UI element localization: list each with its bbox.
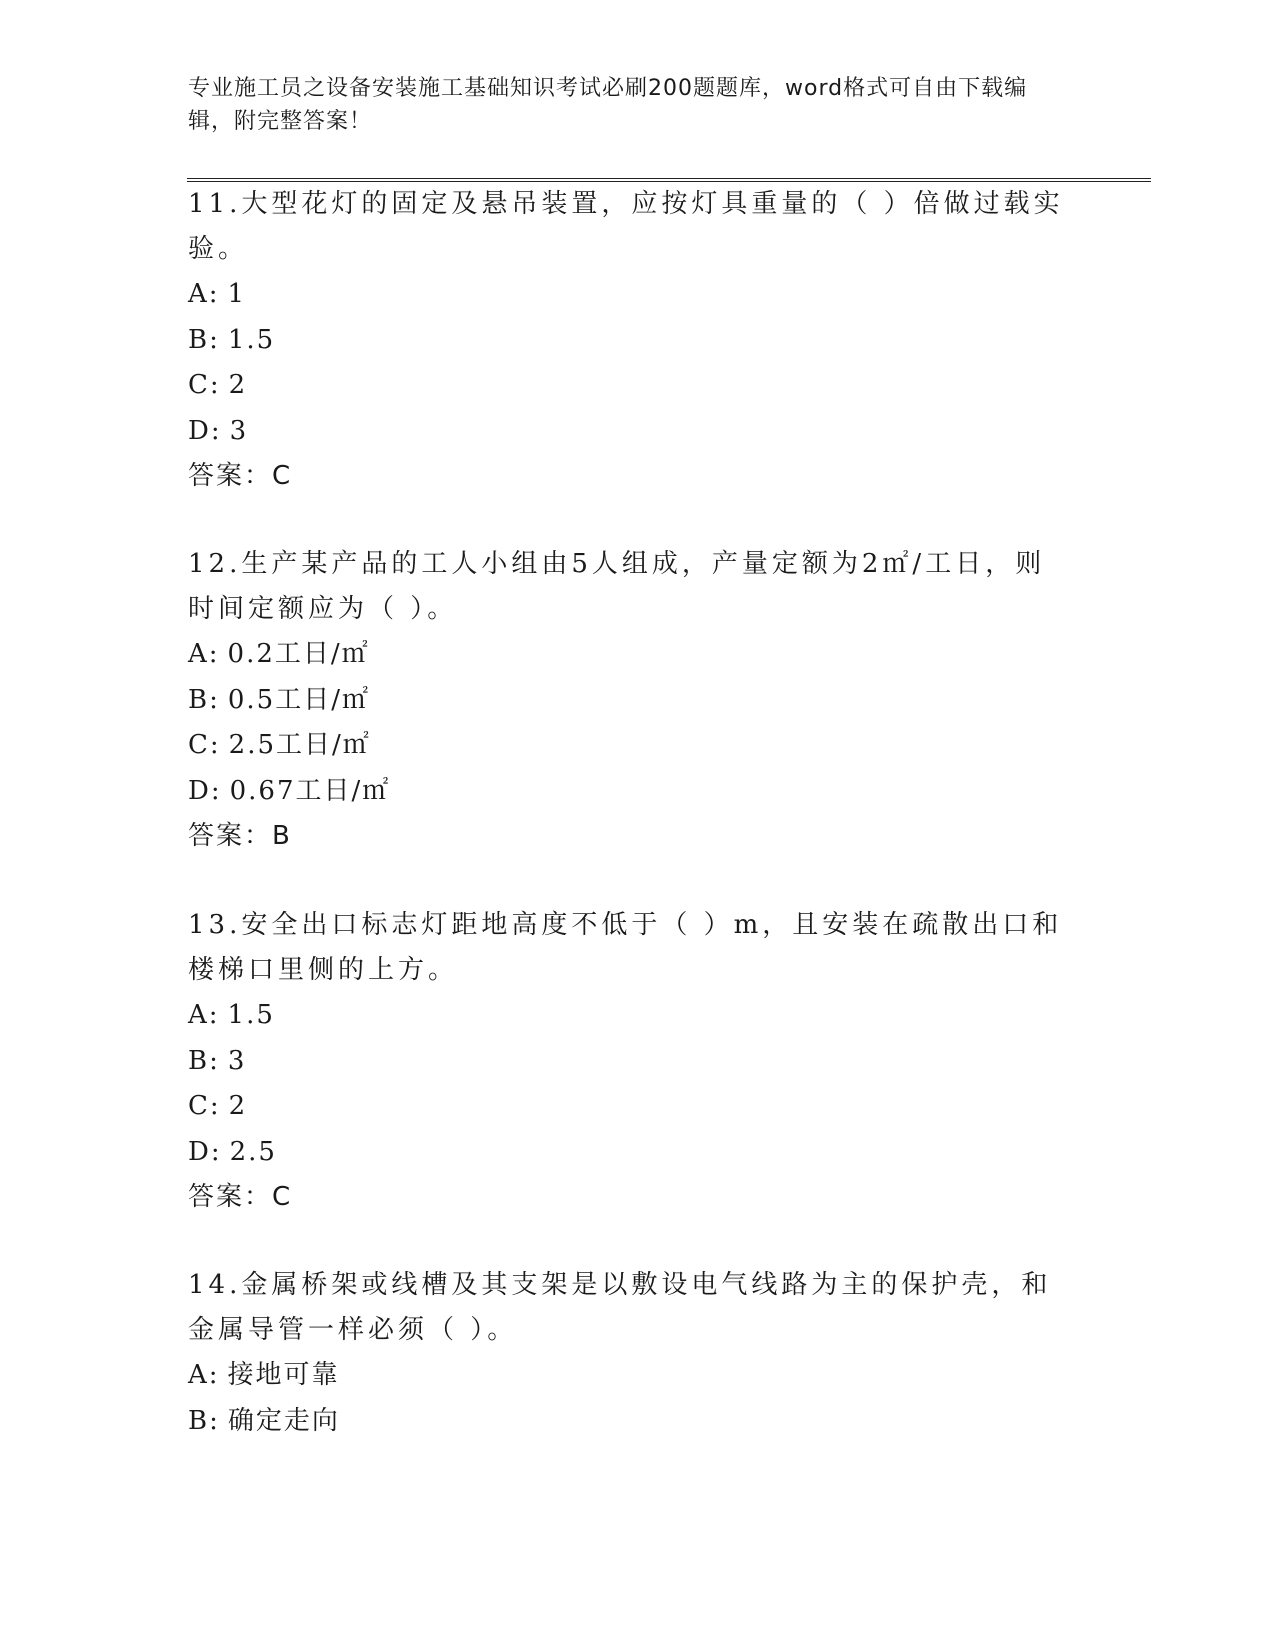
option-text: 0.67工日/㎡ (229, 775, 391, 806)
option-text: 接地可靠 (227, 1360, 340, 1390)
option-c (188, 363, 1068, 409)
option-d (188, 1130, 1068, 1176)
option-text: 2 (228, 370, 248, 400)
option-a (188, 272, 1068, 318)
option-key: A: (188, 1360, 220, 1390)
option-b (188, 1399, 1068, 1445)
option-d (188, 769, 1068, 815)
option-key: B: (188, 324, 220, 355)
question-stem: 11.大型花灯的固定及悬吊装置，应按灯具重量的（ ）倍做过载实验。 (188, 189, 1064, 264)
option-b (188, 1039, 1068, 1085)
option-text: 3 (227, 1045, 247, 1076)
option-b (188, 678, 1068, 724)
option-key: B: (188, 1045, 220, 1076)
option-b (188, 318, 1068, 364)
option-text: 0.2工日/㎡ (227, 639, 370, 669)
option-key: D: (188, 1136, 222, 1167)
option-text: 2 (228, 1091, 248, 1121)
option-d (188, 409, 1068, 455)
option-key: A: (188, 1000, 220, 1030)
question-13 (188, 903, 1068, 1219)
option-c (188, 1084, 1068, 1130)
option-text: 2.5工日/㎡ (228, 730, 371, 760)
option-key: C: (188, 1091, 221, 1121)
answer-line: 答案：C (188, 1182, 293, 1212)
option-key: B: (188, 684, 220, 715)
option-text: 1.5 (227, 1000, 275, 1030)
option-text: 确定走向 (227, 1405, 340, 1436)
option-key: C: (188, 730, 221, 760)
question-stem: 14.金属桥架或线槽及其支架是以敷设电气线路为主的保护壳，和金属导管一样必须（ ）。 (188, 1270, 1052, 1345)
document-header: 专业施工员之设备安装施工基础知识考试必刷200题题库，word格式可自由下载编辑，附完整答案！ (188, 76, 1028, 134)
option-key: D: (188, 775, 222, 806)
question-12 (188, 542, 1068, 858)
option-key: A: (188, 279, 220, 309)
answer-line: 答案：C (188, 461, 293, 491)
question-stem: 13.安全出口标志灯距地高度不低于（ ）m，且安装在疏散出口和楼梯口里侧的上方。 (188, 910, 1063, 985)
option-key: A: (188, 639, 220, 669)
question-14 (188, 1263, 1068, 1444)
question-stem: 12.生产某产品的工人小组由5人组成，产量定额为2㎡/工日，则时间定额应为（ ）。 (188, 549, 1046, 624)
option-text: 1 (227, 279, 247, 309)
question-11 (188, 182, 1068, 498)
option-text: 0.5工日/㎡ (227, 684, 370, 715)
option-key: D: (188, 415, 222, 446)
option-key: B: (188, 1405, 220, 1436)
option-text: 1.5 (227, 324, 276, 355)
option-a (188, 1353, 1068, 1399)
answer-line: 答案：B (188, 821, 292, 851)
option-c (188, 723, 1068, 769)
option-text: 3 (229, 415, 249, 446)
option-text: 2.5 (229, 1136, 277, 1167)
option-a (188, 632, 1068, 678)
option-key: C: (188, 370, 221, 400)
option-a (188, 993, 1068, 1039)
